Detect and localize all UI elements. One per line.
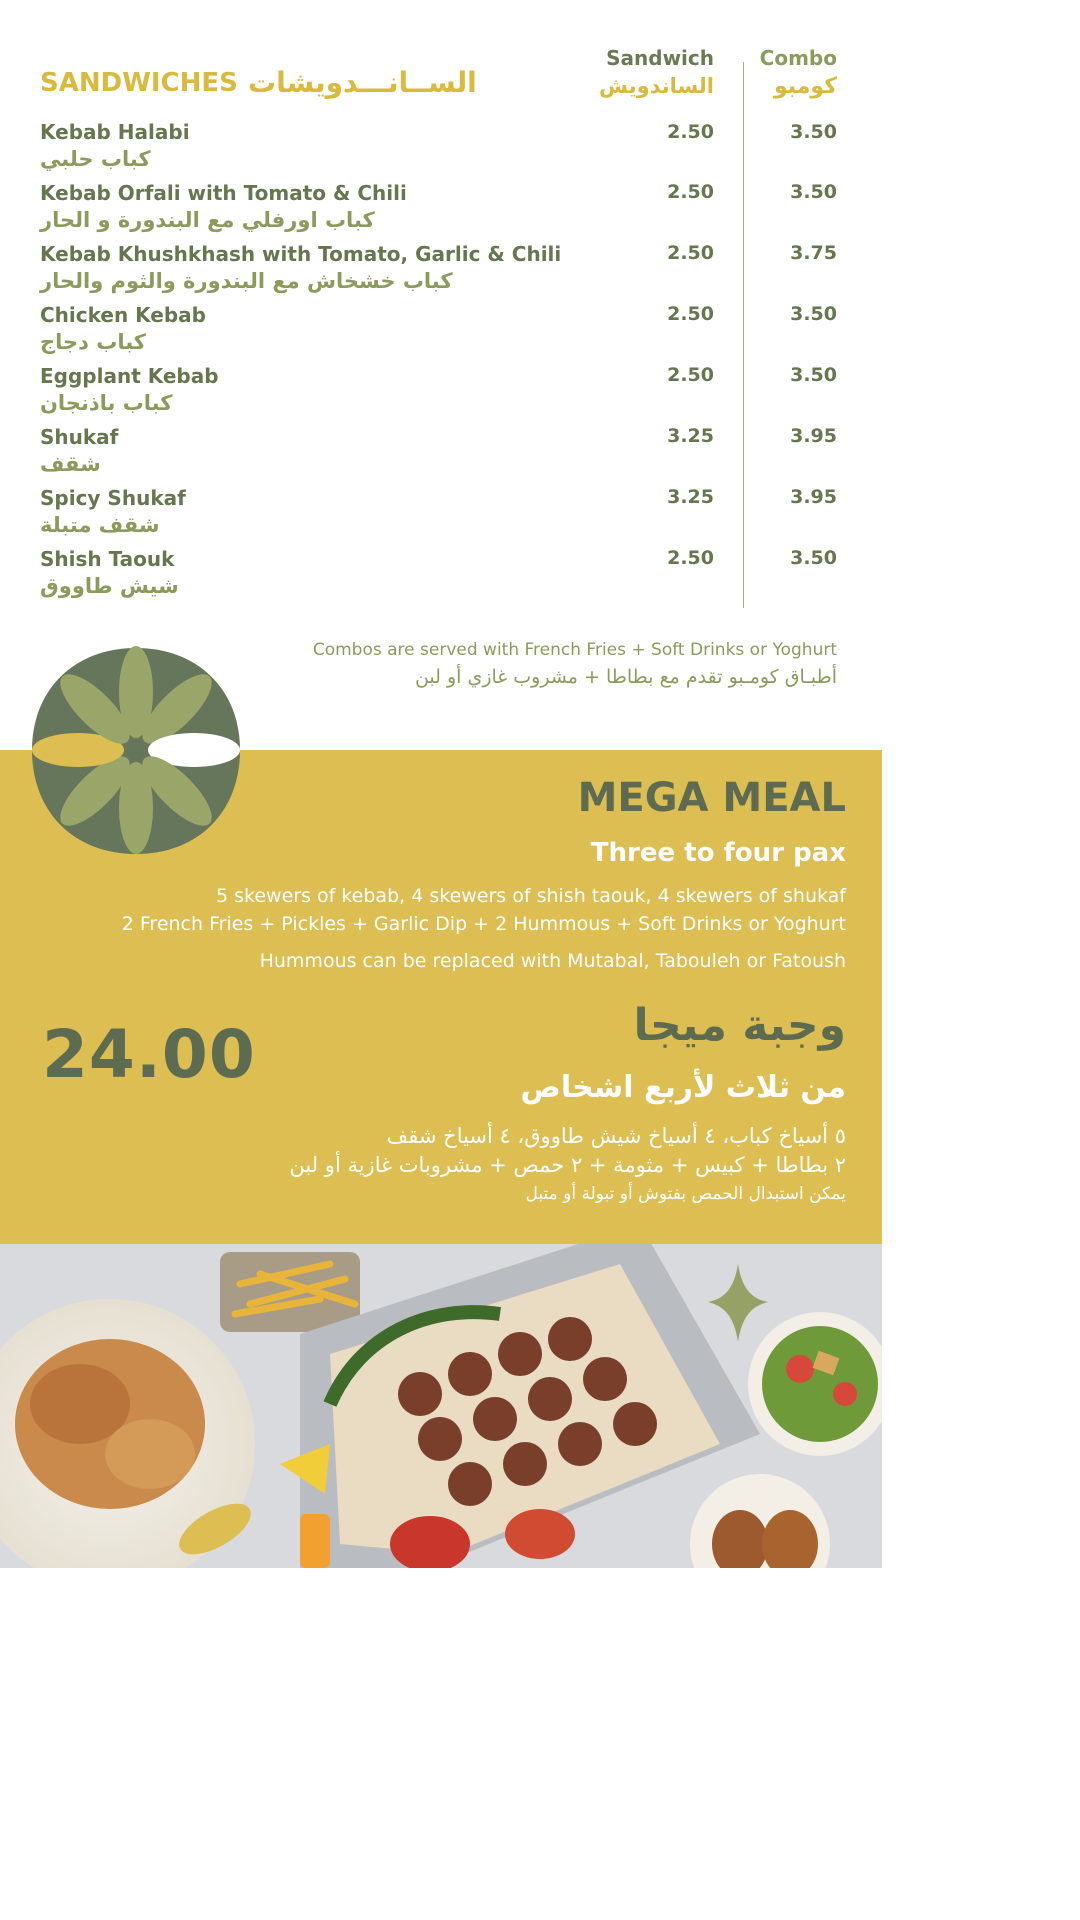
item-price-combo: 3.50	[790, 303, 837, 325]
item-name-ar: شيش طاووق	[40, 574, 179, 598]
mega-meal-line-3: Hummous can be replaced with Mutabal, Tabouleh or Fatoush	[259, 950, 846, 972]
item-price-combo: 3.95	[790, 425, 837, 447]
item-name-ar: كباب باذنجان	[40, 391, 173, 415]
section-title-ar: الســانـــدويشات	[248, 66, 477, 99]
col-sandwich-ar: الساندويش	[599, 74, 714, 98]
food-photo	[0, 1244, 882, 1568]
col-combo-en: Combo	[759, 46, 837, 70]
item-price-sandwich: 2.50	[667, 181, 714, 203]
mega-meal-title-ar: وجبة ميجا	[633, 1000, 846, 1051]
mega-meal-line-1-ar: ٥ أسياخ كباب، ٤ أسياخ شيش طاووق، ٤ أسياخ شقف	[386, 1124, 846, 1148]
item-name-en: Kebab Khushkhash with Tomato, Garlic & Chili	[40, 242, 562, 266]
item-name-ar: شقف	[40, 452, 101, 476]
mega-meal-line-2-ar: ٢ بطاطا + كبيس + مثومة + ٢ حمص + مشروبات غازية أو لبن	[289, 1153, 846, 1177]
item-price-combo: 3.50	[790, 121, 837, 143]
item-price-sandwich: 2.50	[667, 303, 714, 325]
item-price-combo: 3.50	[790, 364, 837, 386]
item-price-sandwich: 2.50	[667, 547, 714, 569]
item-price-combo: 3.95	[790, 486, 837, 508]
item-name-en: Kebab Orfali with Tomato & Chili	[40, 181, 407, 205]
item-price-combo: 3.50	[790, 547, 837, 569]
item-price-sandwich: 2.50	[667, 121, 714, 143]
item-name-en: Shukaf	[40, 425, 119, 449]
item-name-ar: شقف متبلة	[40, 513, 160, 537]
item-name-ar: كباب اورفلي مع البندورة و الحار	[40, 208, 375, 232]
item-price-sandwich: 3.25	[667, 486, 714, 508]
mega-meal-price: 24.00	[42, 1016, 256, 1093]
col-sandwich-en: Sandwich	[606, 46, 714, 70]
section-title-en: SANDWICHES	[40, 68, 238, 98]
item-price-sandwich: 2.50	[667, 364, 714, 386]
combo-note-ar: أطبـاق كومـبو تقدم مع بطاطا + مشروب غازي أو لبن	[414, 666, 837, 688]
item-name-en: Spicy Shukaf	[40, 486, 186, 510]
item-price-combo: 3.50	[790, 181, 837, 203]
item-name-en: Shish Taouk	[40, 547, 175, 571]
mega-meal-line-2: 2 French Fries + Pickles + Garlic Dip + 2 Hummous + Soft Drinks or Yoghurt	[121, 913, 846, 935]
item-price-sandwich: 2.50	[667, 242, 714, 264]
flower-logo-icon	[28, 642, 244, 858]
mega-meal-title: MEGA MEAL	[577, 775, 846, 821]
mega-meal-subtitle-ar: من ثلاث لأربع اشخاص	[520, 1070, 846, 1105]
column-divider	[743, 62, 744, 608]
mega-meal-line-1: 5 skewers of kebab, 4 skewers of shish taouk, 4 skewers of shukaf	[215, 885, 846, 907]
item-name-ar: كباب دجاج	[40, 330, 147, 354]
item-price-sandwich: 3.25	[667, 425, 714, 447]
item-name-en: Chicken Kebab	[40, 303, 206, 327]
item-name-en: Eggplant Kebab	[40, 364, 219, 388]
combo-note-en: Combos are served with French Fries + Soft Drinks or Yoghurt	[312, 640, 837, 660]
col-combo-ar: كومبو	[774, 74, 837, 99]
mega-meal-line-3-ar: يمكن استبدال الحمص بفتوش أو تبولة أو متبل	[525, 1184, 846, 1204]
item-name-ar: كباب خشخاش مع البندورة والثوم والحار	[40, 269, 453, 293]
item-name-ar: كباب حلبي	[40, 147, 151, 171]
mega-meal-subtitle: Three to four pax	[590, 838, 846, 868]
item-name-en: Kebab Halabi	[40, 120, 190, 144]
item-price-combo: 3.75	[790, 242, 837, 264]
food-photo-illustration	[0, 1244, 882, 1568]
